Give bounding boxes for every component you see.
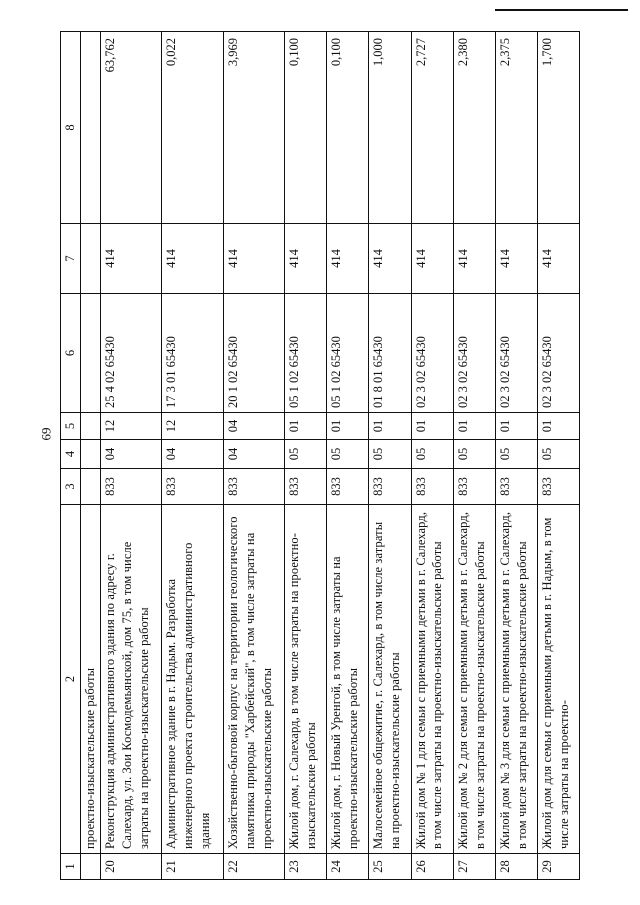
table-row — [453, 32, 495, 880]
cell-empty — [81, 413, 101, 440]
header-cell: 7 — [61, 224, 81, 294]
cell-expense-type: 414 — [327, 224, 369, 294]
header-cell: 5 — [61, 413, 81, 440]
cell-ministry-code: 833 — [162, 469, 223, 505]
table-row — [285, 32, 327, 880]
cell-number: 25 — [369, 854, 411, 880]
cell-section-code: 05 — [327, 440, 369, 469]
cell-target-article: 17 3 01 65430 — [162, 294, 223, 413]
cell-number — [81, 854, 101, 880]
cell-expense-type: 414 — [495, 224, 537, 294]
cell-subsection-code: 01 — [537, 413, 579, 440]
cell-name: Жилой дом № 3 для семьи с приемными детьми в г. Салехард, в том числе затраты на проектно-изыскательские работы — [495, 505, 537, 854]
cell-ministry-code: 833 — [327, 469, 369, 505]
cell-target-article: 02 3 02 65430 — [537, 294, 579, 413]
continuation-row — [81, 32, 101, 880]
cell-section-code: 05 — [411, 440, 453, 469]
cell-section-code: 04 — [101, 440, 162, 469]
cell-section-code: 05 — [495, 440, 537, 469]
cell-subsection-code: 01 — [411, 413, 453, 440]
cell-number: 26 — [411, 854, 453, 880]
cell-name: Реконструкция административного здания по адресу г. Салехард, ул. Зои Космодемьянской, дом 75, в том числе затраты на проектно-изыскательские работы — [101, 505, 162, 854]
cell-subsection-code: 12 — [101, 413, 162, 440]
cell-number: 20 — [101, 854, 162, 880]
table-header-row — [61, 32, 81, 880]
cell-name: Жилой дом для семьи с приемными детьми в г. Надым, в том числе затраты на проектно- — [537, 505, 579, 854]
cell-expense-type: 414 — [369, 224, 411, 294]
cell-target-article: 25 4 02 65430 — [101, 294, 162, 413]
cell-name: Жилой дом, г. Салехард, в том числе затраты на проектно-изыскательские работы — [285, 505, 327, 854]
header-cell: 6 — [61, 294, 81, 413]
header-cell: 8 — [61, 32, 81, 224]
cell-ministry-code: 833 — [101, 469, 162, 505]
cell-target-article: 02 3 02 65430 — [495, 294, 537, 413]
cell-ministry-code: 833 — [369, 469, 411, 505]
cell-number: 27 — [453, 854, 495, 880]
cell-target-article: 05 1 02 65430 — [327, 294, 369, 413]
table-row — [411, 32, 453, 880]
cell-name: Жилой дом № 2 для семьи с приемными детьми в г. Салехард, в том числе затраты на проектно-изыскательские работы — [453, 505, 495, 854]
cell-amount: 3,969 — [223, 32, 284, 224]
cell-empty — [81, 224, 101, 294]
cell-ministry-code: 833 — [537, 469, 579, 505]
table-row — [223, 32, 284, 880]
cell-amount: 0,100 — [285, 32, 327, 224]
cell-amount: 1,000 — [369, 32, 411, 224]
cell-amount: 2,380 — [453, 32, 495, 224]
cell-name: Жилой дом, г. Новый Уренгой, в том числе затраты на проектно-изыскательские работы — [327, 505, 369, 854]
cell-expense-type: 414 — [537, 224, 579, 294]
table-row — [327, 32, 369, 880]
cell-subsection-code: 01 — [327, 413, 369, 440]
cell-subsection-code: 01 — [495, 413, 537, 440]
cell-target-article: 02 3 02 65430 — [411, 294, 453, 413]
cell-target-article: 20 1 02 65430 — [223, 294, 284, 413]
cell-empty — [81, 32, 101, 224]
table-row — [495, 32, 537, 880]
cell-ministry-code: 833 — [223, 469, 284, 505]
cell-empty — [81, 469, 101, 505]
cell-number: 24 — [327, 854, 369, 880]
cell-subsection-code: 01 — [453, 413, 495, 440]
cell-section-code: 04 — [223, 440, 284, 469]
cell-amount: 63,762 — [101, 32, 162, 224]
cell-expense-type: 414 — [285, 224, 327, 294]
header-cell: 2 — [61, 505, 81, 854]
cell-name: Малосемейное общежитие, г. Салехард, в том числе затраты на проектно-изыскательские работы — [369, 505, 411, 854]
table-row — [537, 32, 579, 880]
cell-subsection-code: 01 — [369, 413, 411, 440]
cell-number: 22 — [223, 854, 284, 880]
header-rule — [495, 9, 628, 11]
cell-amount: 0,022 — [162, 32, 223, 224]
cell-subsection-code: 04 — [223, 413, 284, 440]
budget-table — [60, 31, 580, 880]
cell-number: 28 — [495, 854, 537, 880]
cell-target-article: 05 1 02 65430 — [285, 294, 327, 413]
cell-target-article: 02 3 02 65430 — [453, 294, 495, 413]
cell-ministry-code: 833 — [453, 469, 495, 505]
cell-number: 21 — [162, 854, 223, 880]
cell-section-code: 04 — [162, 440, 223, 469]
cell-amount: 0,100 — [327, 32, 369, 224]
cell-ministry-code: 833 — [411, 469, 453, 505]
cell-empty — [81, 440, 101, 469]
cell-amount: 2,727 — [411, 32, 453, 224]
cell-ministry-code: 833 — [495, 469, 537, 505]
cell-section-code: 05 — [285, 440, 327, 469]
cell-subsection-code: 01 — [285, 413, 327, 440]
cell-name: Хозяйственно-бытовой корпус на территории геологического памятника природы "Харбейский", в том числе затраты на проектно-изыскательские работы — [223, 505, 284, 854]
cell-ministry-code: 833 — [285, 469, 327, 505]
cell-amount: 2,375 — [495, 32, 537, 224]
cell-section-code: 05 — [537, 440, 579, 469]
table-row — [162, 32, 223, 880]
cell-name: Административное здание в г. Надым. Разработка инженерного проекта строительства административного здания — [162, 505, 223, 854]
cell-name: проектно-изыскательские работы — [81, 505, 101, 854]
table-body — [61, 32, 580, 880]
cell-amount: 1,700 — [537, 32, 579, 224]
cell-number: 29 — [537, 854, 579, 880]
rotated-page — [60, 32, 580, 880]
cell-expense-type: 414 — [453, 224, 495, 294]
cell-expense-type: 414 — [223, 224, 284, 294]
page-number: 69 — [38, 427, 54, 441]
header-cell: 1 — [61, 854, 81, 880]
cell-section-code: 05 — [453, 440, 495, 469]
cell-number: 23 — [285, 854, 327, 880]
cell-target-article: 01 8 01 65430 — [369, 294, 411, 413]
cell-expense-type: 414 — [411, 224, 453, 294]
header-cell: 3 — [61, 469, 81, 505]
cell-expense-type: 414 — [101, 224, 162, 294]
table-row — [101, 32, 162, 880]
table-row — [369, 32, 411, 880]
cell-name: Жилой дом № 1 для семьи с приемными детьми в г. Салехард, в том числе затраты на проектно-изыскательские работы — [411, 505, 453, 854]
header-cell: 4 — [61, 440, 81, 469]
cell-subsection-code: 12 — [162, 413, 223, 440]
cell-expense-type: 414 — [162, 224, 223, 294]
cell-empty — [81, 294, 101, 413]
cell-section-code: 05 — [369, 440, 411, 469]
